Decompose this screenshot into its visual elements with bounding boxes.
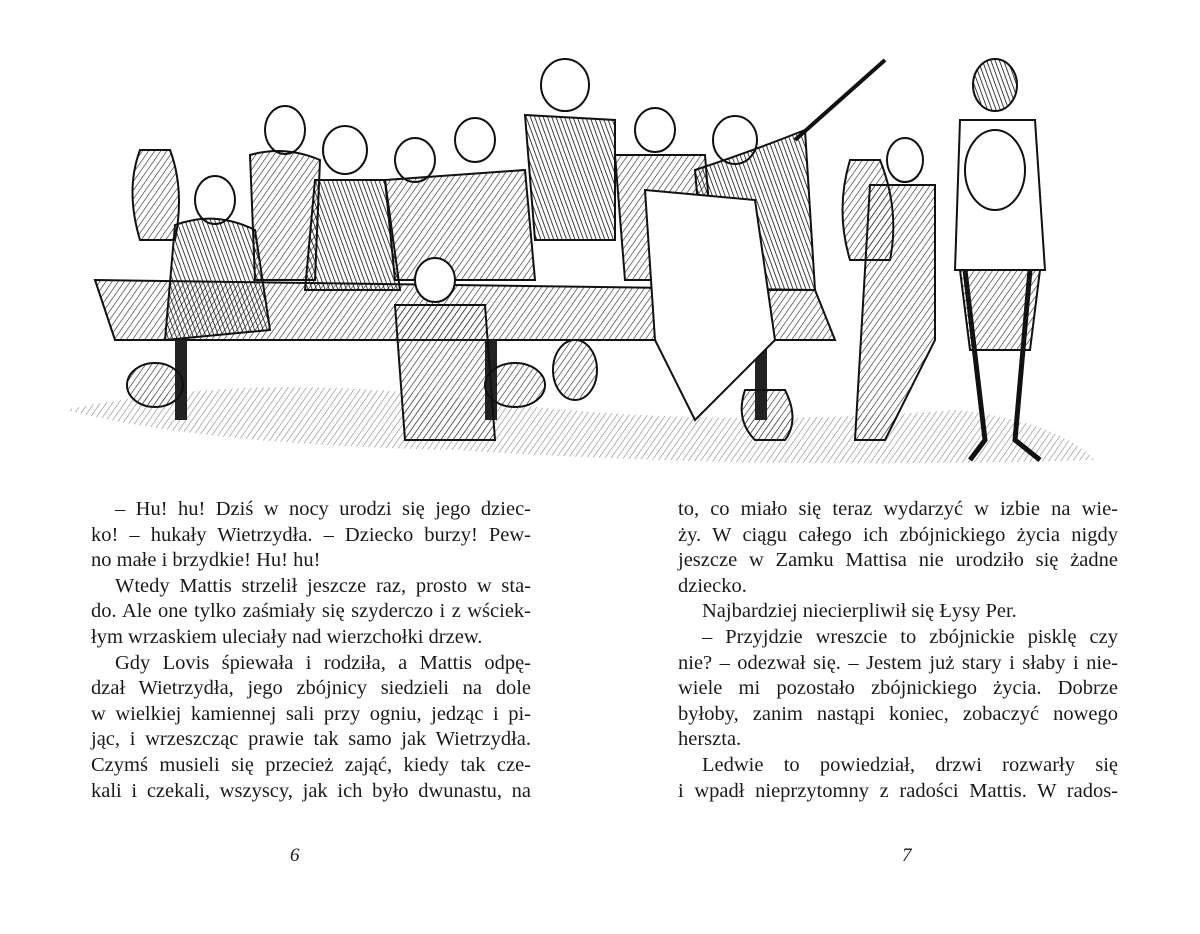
text-line: dzał Wietrzydła, jego zbójnicy siedzieli na dole [91,677,531,700]
text-line: wiele mi pozostało zbójnickiego życia. Dobrze [678,677,1118,700]
text-line: Czymś musieli się przecież zająć, kiedy tak cze- [91,753,531,776]
text-line: jeszcze w Zamku Mattisa nie urodziło się żadne [678,549,1118,572]
robbers-group [165,59,935,440]
text-line: Najbardziej niecierpliwił się Łysy Per. [702,600,1017,623]
text-line: w wielkiej kamiennej sali przy ogniu, jedząc i pi- [91,702,531,725]
text-line: ży. W ciągu całego ich zbójnickiego życia nigdy [678,523,1118,546]
text-line: Gdy Lovis śpiewała i rodziła, a Mattis odpę- [115,651,531,674]
text-line: – Przyjdzie wreszcie to zbójnickie pisklę czy [702,625,1118,648]
text-line: do. Ale one tylko zaśmiały się szyderczo i z wściek- [91,600,531,623]
text-line: łym wrzaskiem uleciały nad wierzchołki drzew. [91,625,483,648]
text-line: i wpadł nieprzytomny z radości Mattis. W rados- [678,779,1118,802]
page-number-right: 7 [902,845,912,866]
text-line: kali i czekali, wszyscy, jak ich było dwunastu, na [91,779,531,802]
text-line: no małe i brzydkie! Hu! hu! [91,549,321,572]
text-line: jąc, i wrzeszcząc prawie tak samo jak Wietrzydła. [91,728,531,751]
text-line: – Hu! hu! Dziś w nocy urodzi się jego dziec- [115,498,531,520]
page-6-text [91,497,531,804]
page-number-left: 6 [290,845,300,866]
text-line: byłoby, zanim nastąpi koniec, zobaczyć nowego [678,702,1118,725]
text-line: dziecko. [678,574,747,597]
text-line: herszta. [678,728,742,751]
text-line: Ledwie to powiedział, drzwi rozwarły się [702,753,1118,776]
page-7-text [678,497,1118,804]
text-line: nie? – odezwał się. – Jestem już stary i słaby i nie- [678,651,1118,674]
feast-illustration [55,40,1125,485]
father-holding-baby [955,59,1045,460]
text-line: to, co miało się teraz wydarzyć w izbie na wie- [678,498,1118,520]
text-line: ko! – hukały Wietrzydła. – Dziecko burzy! Pew- [91,523,531,546]
text-line: Wtedy Mattis strzelił jeszcze raz, prosto w sta- [115,574,531,597]
